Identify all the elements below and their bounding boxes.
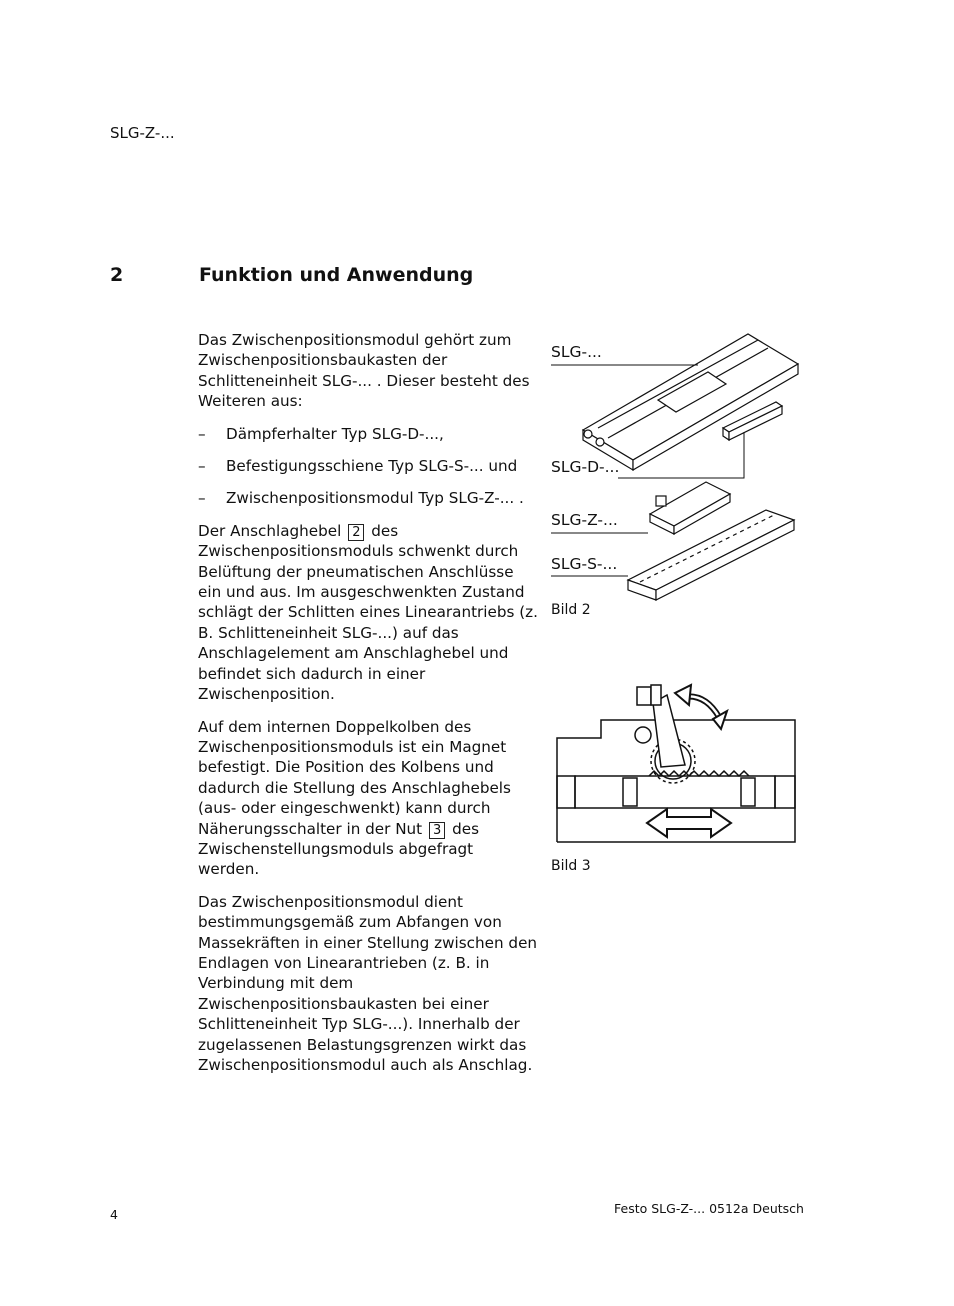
paragraph: Das Zwischenpositionsmodul dient bestimmungsgemäß zum Abfangen von Massekräften in einer Stellung zwischen den Endlagen von Linearantrieben (z. B. in Verbindung mit dem Zwischenpositionsbaukasten bei einer Schlitteneinheit Typ SLG-...). Innerhalb der zugelassenen Belastungsgrenzen wirkt das Zwischenpositionsmodul auch als Anschlag.	[198, 892, 538, 1074]
paragraph: Der Anschlaghebel 2 des Zwischenpositionsmoduls schwenkt durch Belüftung der pneumatischen Anschlüsse ein und aus. Im ausgeschwenkten Zustand schlägt der Schlitten eines Linearantriebs (z. B. Schlitteneinheit SLG-...) auf das Anschlagelement am Anschlaghebel und befindet sich dadurch in einer Zwischenposition.	[198, 521, 538, 704]
body-text	[198, 330, 538, 1087]
running-header: SLG-Z-...	[110, 124, 175, 142]
list-item: – Befestigungsschiene Typ SLG-S-... und	[198, 457, 518, 476]
list-item: – Zwischenpositionsmodul Typ SLG-Z-... .	[198, 489, 524, 508]
figure-label-slg-s: SLG-S-...	[551, 555, 618, 573]
figure-label-slg-d: SLG-D-...	[551, 458, 620, 476]
list-item: – Dämpferhalter Typ SLG-D-...,	[198, 424, 444, 443]
paragraph: Auf dem internen Doppelkolben des Zwischenpositionsmoduls ist ein Magnet befestigt. Die Position des Kolbens und dadurch die Stellung des Anschlaghebels (aus- oder eingeschwenkt) kann durch Näherungsschalter in der Nut 3 des Zwischenstellungsmoduls abgefragt werden.	[198, 717, 511, 879]
figure-label-slg-z: SLG-Z-...	[551, 511, 618, 529]
section-number: 2	[110, 264, 124, 286]
section-title: Funktion und Anwendung	[199, 264, 474, 286]
callout-ref: 3	[429, 822, 445, 839]
figure-3-caption: Bild 3	[551, 858, 591, 874]
figure-3-drawing	[555, 675, 800, 847]
figure-label-slg: SLG-...	[551, 343, 602, 361]
callout-ref: 2	[348, 524, 364, 541]
paragraph: Das Zwischenpositionsmodul gehört zum Zwischenpositionsbaukasten der Schlitteneinheit SLG-... . Dieser besteht des Weiteren aus:	[198, 331, 530, 411]
footer-doc-ref: Festo SLG-Z-... 0512a Deutsch	[614, 1201, 804, 1216]
page-number: 4	[110, 1207, 118, 1222]
figure-2-caption: Bild 2	[551, 602, 591, 618]
